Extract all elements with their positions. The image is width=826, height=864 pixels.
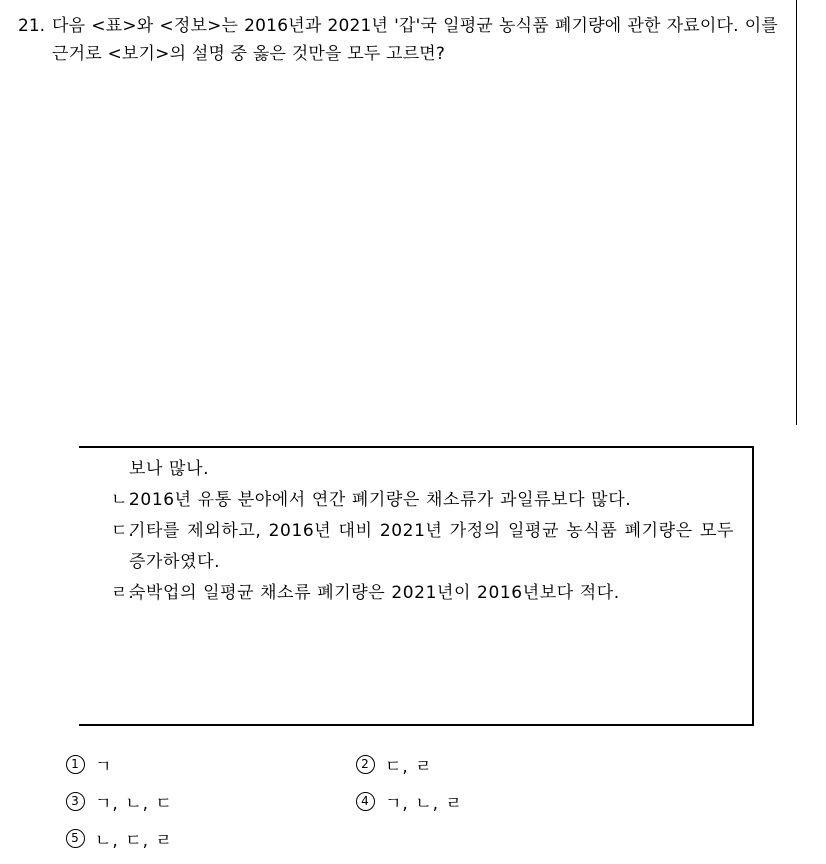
choice-label: ㄱ, ㄴ, ㄹ (385, 794, 463, 814)
choice-number-circle: 1 (66, 755, 85, 774)
bogi-list (79, 448, 752, 609)
choice-option-4[interactable] (356, 789, 463, 814)
choice-option-3[interactable] (66, 789, 356, 814)
bogi-item-text: 보나 많나. (129, 459, 210, 479)
choice-row (66, 746, 706, 783)
bogi-item-marker: ㄷ. (111, 521, 135, 541)
question-text: 다음 <표>와 <정보>는 2016년과 2021년 '갑'국 일평균 농식품 폐기량에 관한 자료이다. 이를 근거로 <보기>의 설명 중 옳은 것만을 모두 고르면? (52, 16, 778, 64)
bogi-item-marker: ㄴ. (111, 490, 135, 510)
column-divider-rule (796, 0, 797, 425)
choice-row (66, 783, 706, 820)
bogi-item-marker: ㄹ. (111, 583, 135, 603)
bogi-box (79, 446, 754, 726)
bogi-item (89, 485, 734, 516)
bogi-item-text: 2016년 유통 분야에서 연간 폐기량은 채소류가 과일류보다 많다. (129, 490, 632, 510)
choice-number-circle: 4 (356, 792, 375, 811)
bogi-item-text: 기타를 제외하고, 2016년 대비 2021년 가정의 일평균 농식품 폐기량은 모두 증가하였다. (129, 521, 734, 572)
bogi-item (89, 454, 734, 485)
choice-number-circle: 3 (66, 792, 85, 811)
choice-row (66, 820, 706, 857)
choice-label: ㄱ (95, 757, 113, 777)
choice-number-circle: 5 (66, 829, 85, 848)
choice-label: ㄱ, ㄴ, ㄷ (95, 794, 173, 814)
bogi-item-text: 숙박업의 일평균 채소류 폐기량은 2021년이 2016년보다 적다. (129, 583, 620, 603)
bogi-item (89, 578, 734, 609)
choice-number-circle: 2 (356, 755, 375, 774)
choice-label: ㄴ, ㄷ, ㄹ (95, 831, 173, 851)
question-number: 21. (18, 16, 46, 36)
choice-option-2[interactable] (356, 752, 433, 777)
choice-option-1[interactable] (66, 752, 356, 777)
bogi-item (89, 516, 734, 578)
question-block (18, 12, 778, 68)
choice-option-5[interactable] (66, 826, 356, 851)
choice-label: ㄷ, ㄹ (385, 757, 433, 777)
answer-choices (66, 746, 706, 857)
